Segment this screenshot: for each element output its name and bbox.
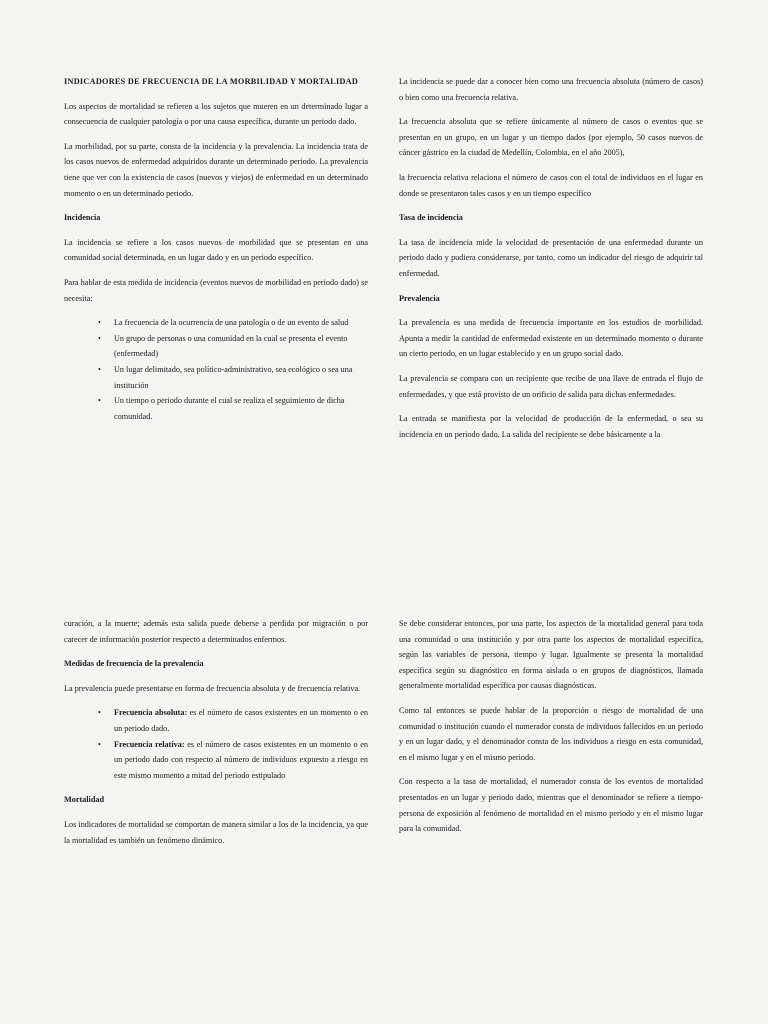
list-item — [64, 705, 368, 736]
term-label: Frecuencia absoluta: — [114, 708, 188, 718]
list-item: • La frecuencia de la ocurrencia de una patología o de un evento de salud — [64, 315, 368, 331]
paragraph: La entrada se manifiesta por la velocidad de producción de la enfermedad, o sea su incidencia en un periodo dado. La salida del recipiente se debe básicamente a la — [399, 414, 703, 439]
paragraph: Como tal entonces se puede hablar de la proporción o riesgo de mortalidad de una comunidad o institución cuando el numerador consta de individuos fallecidos en un periodo y en un lugar dado, y el denominador consta de los individuos a riesgo en esta comunidad, en el mismo lugar y en el mismo periodo. — [399, 705, 703, 762]
paragraph: La incidencia se puede dar a conocer bien como una frecuencia absoluta (número de casos) o bien como una frecuencia relativa. — [399, 77, 703, 102]
paragraph: La frecuencia absoluta que se refiere únicamente al número de casos o eventos que se presentan en un grupo, en un lugar y un tiempo dados (por ejemplo, 50 casos nuevos de cáncer gástrico en la ciudad de Medellín, Colombia, en el año 2005), — [399, 117, 703, 158]
paragraph: Los aspectos de mortalidad se refieren a los sujetos que mueren en un determinado lugar a consecuencia de cualquier patología o por una causa específica, durante un periodo dado. — [64, 101, 368, 127]
list-item: • Un grupo de personas o una comunidad en la cual se presenta el evento (enfermedad) — [64, 331, 368, 362]
term-definition: es el número de casos existentes en un momento o en un periodo dado con respecto al número de individuos expuesto a riesgo en este mismo momento a mitad del periodo estipulado — [114, 739, 369, 780]
list-item: • Un tiempo o periodo durante el cual se realiza el seguimiento de dicha comunidad. — [64, 393, 368, 424]
document-title: INDICADORES DE FRECUENCIA DE LA MORBILIDAD Y MORTALIDAD — [64, 77, 359, 86]
paragraph: Para hablar de esta medida de incidencia (eventos nuevos de morbilidad en periodo dado) se necesita: — [64, 277, 368, 303]
heading-prevalencia: Prevalencia — [399, 293, 440, 303]
paragraph: La incidencia se refiere a los casos nuevos de morbilidad que se presentan en una comunidad social determinada, en un lugar dado y en un periodo específico. — [64, 237, 368, 263]
list-item — [64, 737, 368, 784]
term-definition: es el número de casos existentes en un momento o en un periodo dado. — [114, 708, 368, 733]
heading-medidas-prevalencia: Medidas de frecuencia de la prevalencia — [64, 659, 204, 669]
paragraph: La tasa de incidencia mide la velocidad de presentación de una enfermedad durante un periodo dado y pudiera considerarse, por tanto, como un indicador del riesgo de adquirir tal enfermedad. — [399, 237, 703, 278]
bullet-list — [64, 705, 368, 783]
page2-right-column — [399, 616, 703, 846]
list-item: • Un lugar delimitado, sea político-administrativo, sea ecológico o sea una institución — [64, 362, 368, 393]
page1-right-column — [399, 74, 703, 451]
term-label: Frecuencia relativa: — [114, 739, 185, 749]
paragraph: La morbilidad, por su parte, consta de la incidencia y la prevalencia. La incidencia trata de los casos nuevos de enfermedad adquiridos durante un determinado periodo. La prevalencia tiene que ver con la existencia de casos (nuevos y viejos) de enfermedad en un determinado momento o en un determinado periodo. — [64, 141, 368, 198]
paragraph: curación, a la muerte; además esta salida puede deberse a perdida por migración o por carecer de información posterior respecto a determinados enfermos. — [64, 619, 368, 644]
heading-mortalidad: Mortalidad — [64, 795, 105, 805]
paragraph: La prevalencia puede presentarse en forma de frecuencia absoluta y de frecuencia relativa. — [64, 683, 361, 693]
paragraph: Con respecto a la tasa de mortalidad, el numerador consta de los eventos de mortalidad presentados en un lugar y periodo dado, mientras que el denominador se refiere a tiempo-persona de exposición al fenómeno de mortalidad en el mismo periodo y en el mismo lugar para la comunidad. — [399, 777, 703, 834]
heading-incidencia: Incidencia — [64, 213, 101, 223]
paragraph: la frecuencia relativa relaciona el número de casos con el total de individuos en el lugar en donde se presentaron tales casos y en un tiempo específico — [399, 172, 703, 198]
page1-left-column — [64, 74, 368, 433]
page2-left-column — [64, 616, 368, 857]
paragraph: La prevalencia es una medida de frecuencia importante en los estudios de morbilidad. Apunta a medir la cantidad de enfermedad existente en un determinado momento o durante un cierto periodo, en un lugar establecido y en un grupo social dado. — [399, 318, 703, 359]
paragraph: Los indicadores de mortalidad se comportan de manera similar a los de la incidencia, ya que la mortalidad es también un fenómeno dinámico. — [64, 819, 368, 845]
paragraph: Se debe considerar entonces, por una parte, los aspectos de la mortalidad general para toda una comunidad o una institución y por otra parte los aspectos de mortalidad específica, según las variables de persona, tiempo y lugar. Igualmente se presenta la mortalidad específica según su diagnóstico en forma aislada o en grupos de diagnósticos, llamada generalmente mortalidad específica por causas diagnósticas. — [399, 619, 703, 691]
bullet-list — [64, 315, 368, 424]
heading-tasa-incidencia: Tasa de incidencia — [399, 213, 463, 223]
paragraph: La prevalencia se compara con un recipiente que recibe de una llave de entrada el flujo de enfermedades, y que está provisto de un orificio de salida para dichas enfermedades. — [399, 373, 703, 399]
